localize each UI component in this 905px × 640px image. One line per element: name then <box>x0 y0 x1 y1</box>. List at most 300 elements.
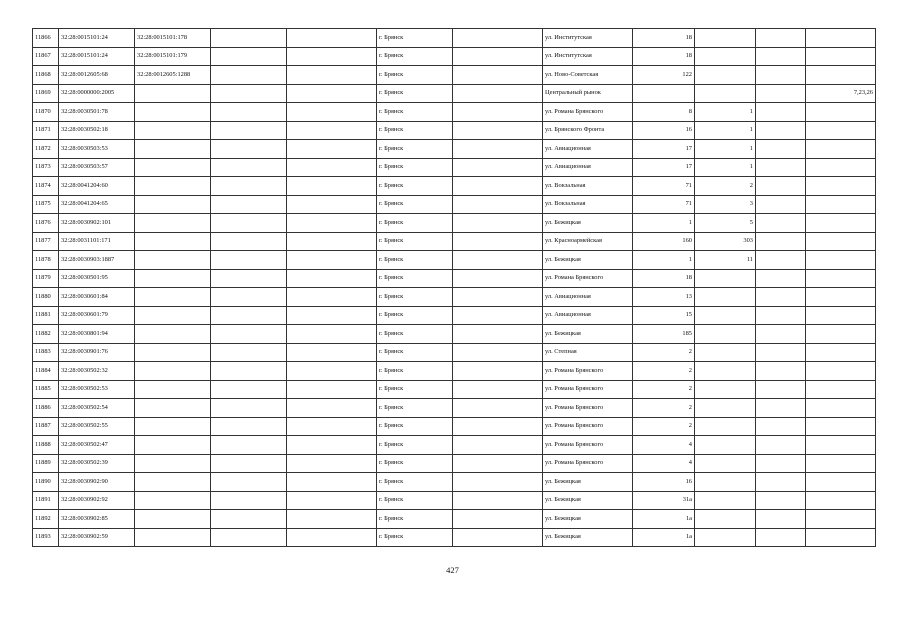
blank-cell <box>211 251 287 270</box>
cadastral-number: 32:28:0030502:55 <box>59 417 135 436</box>
extra-cell <box>806 528 876 547</box>
house-number: 4 <box>633 454 695 473</box>
blank-cell <box>287 269 377 288</box>
table-row <box>33 140 876 159</box>
apartment-number <box>695 47 756 66</box>
city-cell: г. Брянск <box>377 417 453 436</box>
row-number: 11877 <box>33 232 59 251</box>
blank-cell <box>453 436 543 455</box>
blank-cell <box>756 380 806 399</box>
cadastral-number-2: 32:28:0012605:1288 <box>135 66 211 85</box>
house-number: 2 <box>633 343 695 362</box>
city-cell: г. Брянск <box>377 306 453 325</box>
blank-cell <box>287 214 377 233</box>
blank-cell <box>453 232 543 251</box>
table-row <box>33 325 876 344</box>
cadastral-number: 32:28:0031101:171 <box>59 232 135 251</box>
blank-cell <box>756 454 806 473</box>
street-cell: ул. Ново-Советская <box>543 66 633 85</box>
blank-cell <box>756 399 806 418</box>
house-number: 71 <box>633 177 695 196</box>
row-number: 11878 <box>33 251 59 270</box>
table-row <box>33 454 876 473</box>
city-cell: г. Брянск <box>377 84 453 103</box>
apartment-number: 11 <box>695 251 756 270</box>
table-row <box>33 195 876 214</box>
blank-cell <box>211 454 287 473</box>
cadastral-number: 32:28:0030502:18 <box>59 121 135 140</box>
city-cell: г. Брянск <box>377 454 453 473</box>
blank-cell <box>453 84 543 103</box>
house-number <box>633 84 695 103</box>
blank-cell <box>453 473 543 492</box>
cadastral-number-2 <box>135 251 211 270</box>
register-table <box>32 28 876 547</box>
blank-cell <box>287 251 377 270</box>
street-cell: ул. Романа Брянского <box>543 436 633 455</box>
blank-cell <box>453 177 543 196</box>
cadastral-number: 32:28:0030503:57 <box>59 158 135 177</box>
blank-cell <box>756 269 806 288</box>
apartment-number <box>695 362 756 381</box>
street-cell: ул. Красноармейская <box>543 232 633 251</box>
cadastral-number-2 <box>135 325 211 344</box>
street-cell: ул. Романа Брянского <box>543 454 633 473</box>
cadastral-number-2 <box>135 103 211 122</box>
blank-cell <box>453 510 543 529</box>
row-number: 11876 <box>33 214 59 233</box>
table-row <box>33 380 876 399</box>
blank-cell <box>211 343 287 362</box>
blank-cell <box>756 177 806 196</box>
blank-cell <box>211 528 287 547</box>
extra-cell <box>806 362 876 381</box>
cadastral-number: 32:28:0030902:92 <box>59 491 135 510</box>
house-number: 17 <box>633 140 695 159</box>
row-number: 11885 <box>33 380 59 399</box>
row-number: 11888 <box>33 436 59 455</box>
city-cell: г. Брянск <box>377 399 453 418</box>
blank-cell <box>287 47 377 66</box>
cadastral-number-2 <box>135 84 211 103</box>
blank-cell <box>211 158 287 177</box>
apartment-number: 1 <box>695 140 756 159</box>
cadastral-number-2 <box>135 399 211 418</box>
house-number: 17 <box>633 158 695 177</box>
blank-cell <box>287 436 377 455</box>
street-cell: ул. Бежицкая <box>543 510 633 529</box>
cadastral-number: 32:28:0030501:78 <box>59 103 135 122</box>
extra-cell <box>806 473 876 492</box>
extra-cell <box>806 121 876 140</box>
house-number: 2 <box>633 362 695 381</box>
house-number: 13 <box>633 288 695 307</box>
blank-cell <box>453 288 543 307</box>
blank-cell <box>287 399 377 418</box>
blank-cell <box>287 473 377 492</box>
cadastral-number: 32:28:0000000:2005 <box>59 84 135 103</box>
blank-cell <box>287 491 377 510</box>
table-row <box>33 84 876 103</box>
blank-cell <box>211 436 287 455</box>
table-row <box>33 103 876 122</box>
house-number: 160 <box>633 232 695 251</box>
blank-cell <box>453 306 543 325</box>
cadastral-number-2 <box>135 232 211 251</box>
cadastral-number: 32:28:0030902:59 <box>59 528 135 547</box>
blank-cell <box>211 29 287 48</box>
cadastral-number: 32:28:0030503:53 <box>59 140 135 159</box>
blank-cell <box>211 269 287 288</box>
row-number: 11891 <box>33 491 59 510</box>
cadastral-number-2 <box>135 214 211 233</box>
apartment-number <box>695 528 756 547</box>
apartment-number <box>695 417 756 436</box>
street-cell: ул. Бежицкая <box>543 491 633 510</box>
blank-cell <box>211 195 287 214</box>
row-number: 11893 <box>33 528 59 547</box>
cadastral-number: 32:28:0041204:65 <box>59 195 135 214</box>
street-cell: ул. Бежицкая <box>543 528 633 547</box>
blank-cell <box>453 103 543 122</box>
cadastral-number-2 <box>135 454 211 473</box>
apartment-number: 1 <box>695 158 756 177</box>
table-row <box>33 306 876 325</box>
table-row <box>33 436 876 455</box>
street-cell: ул. Авиационная <box>543 140 633 159</box>
cadastral-number: 32:28:0030903:1887 <box>59 251 135 270</box>
table-row <box>33 214 876 233</box>
blank-cell <box>287 306 377 325</box>
row-number: 11887 <box>33 417 59 436</box>
street-cell: ул. Вокзальная <box>543 177 633 196</box>
blank-cell <box>211 362 287 381</box>
blank-cell <box>756 158 806 177</box>
cadastral-number: 32:28:0030801:94 <box>59 325 135 344</box>
blank-cell <box>756 140 806 159</box>
blank-cell <box>211 473 287 492</box>
blank-cell <box>756 510 806 529</box>
row-number: 11869 <box>33 84 59 103</box>
apartment-number <box>695 84 756 103</box>
blank-cell <box>453 343 543 362</box>
blank-cell <box>453 158 543 177</box>
table-row <box>33 510 876 529</box>
table-row <box>33 417 876 436</box>
table-row <box>33 491 876 510</box>
blank-cell <box>287 66 377 85</box>
blank-cell <box>453 195 543 214</box>
city-cell: г. Брянск <box>377 473 453 492</box>
city-cell: г. Брянск <box>377 510 453 529</box>
blank-cell <box>287 29 377 48</box>
table-row <box>33 47 876 66</box>
row-number: 11883 <box>33 343 59 362</box>
city-cell: г. Брянск <box>377 214 453 233</box>
street-cell: ул. Бежицкая <box>543 214 633 233</box>
city-cell: г. Брянск <box>377 47 453 66</box>
table-row <box>33 177 876 196</box>
cadastral-number: 32:28:0015101:24 <box>59 29 135 48</box>
apartment-number: 5 <box>695 214 756 233</box>
apartment-number: 2 <box>695 177 756 196</box>
blank-cell <box>453 214 543 233</box>
blank-cell <box>211 140 287 159</box>
street-cell: ул. Бежицкая <box>543 251 633 270</box>
cadastral-number: 32:28:0030502:39 <box>59 454 135 473</box>
table-row <box>33 343 876 362</box>
blank-cell <box>287 140 377 159</box>
blank-cell <box>756 325 806 344</box>
house-number: 2 <box>633 399 695 418</box>
cadastral-number: 32:28:0030502:32 <box>59 362 135 381</box>
row-number: 11868 <box>33 66 59 85</box>
cadastral-number: 32:28:0030601:79 <box>59 306 135 325</box>
city-cell: г. Брянск <box>377 380 453 399</box>
blank-cell <box>287 362 377 381</box>
cadastral-number-2 <box>135 269 211 288</box>
extra-cell <box>806 47 876 66</box>
house-number: 71 <box>633 195 695 214</box>
city-cell: г. Брянск <box>377 343 453 362</box>
cadastral-number-2 <box>135 417 211 436</box>
house-number: 8 <box>633 103 695 122</box>
street-cell: ул. Авиационная <box>543 288 633 307</box>
cadastral-number-2 <box>135 436 211 455</box>
city-cell: г. Брянск <box>377 251 453 270</box>
house-number: 15 <box>633 306 695 325</box>
cadastral-number-2 <box>135 473 211 492</box>
blank-cell <box>453 140 543 159</box>
table-row <box>33 362 876 381</box>
extra-cell <box>806 417 876 436</box>
blank-cell <box>756 343 806 362</box>
blank-cell <box>287 417 377 436</box>
blank-cell <box>287 103 377 122</box>
row-number: 11871 <box>33 121 59 140</box>
extra-cell: 7,23,26 <box>806 84 876 103</box>
city-cell: г. Брянск <box>377 29 453 48</box>
blank-cell <box>211 84 287 103</box>
page-number: 427 <box>446 565 459 575</box>
cadastral-number-2 <box>135 528 211 547</box>
city-cell: г. Брянск <box>377 158 453 177</box>
street-cell: ул. Авиационная <box>543 158 633 177</box>
house-number: 16 <box>633 121 695 140</box>
cadastral-number: 32:28:0030901:76 <box>59 343 135 362</box>
extra-cell <box>806 195 876 214</box>
blank-cell <box>287 454 377 473</box>
house-number: 2 <box>633 417 695 436</box>
table-row <box>33 473 876 492</box>
cadastral-number-2 <box>135 491 211 510</box>
cadastral-number: 32:28:0030502:54 <box>59 399 135 418</box>
extra-cell <box>806 491 876 510</box>
table-row <box>33 269 876 288</box>
apartment-number <box>695 306 756 325</box>
street-cell: ул. Бежицкая <box>543 325 633 344</box>
city-cell: г. Брянск <box>377 140 453 159</box>
city-cell: г. Брянск <box>377 325 453 344</box>
row-number: 11873 <box>33 158 59 177</box>
cadastral-number: 32:28:0030902:101 <box>59 214 135 233</box>
blank-cell <box>287 232 377 251</box>
street-cell: ул. Романа Брянского <box>543 417 633 436</box>
apartment-number <box>695 269 756 288</box>
blank-cell <box>211 417 287 436</box>
street-cell: ул. Авиационная <box>543 306 633 325</box>
city-cell: г. Брянск <box>377 121 453 140</box>
blank-cell <box>756 436 806 455</box>
cadastral-number-2 <box>135 195 211 214</box>
blank-cell <box>756 103 806 122</box>
cadastral-number-2 <box>135 177 211 196</box>
blank-cell <box>287 288 377 307</box>
city-cell: г. Брянск <box>377 232 453 251</box>
house-number: 18 <box>633 269 695 288</box>
blank-cell <box>211 325 287 344</box>
blank-cell <box>211 177 287 196</box>
blank-cell <box>453 454 543 473</box>
house-number: 16 <box>633 473 695 492</box>
blank-cell <box>756 417 806 436</box>
row-number: 11875 <box>33 195 59 214</box>
blank-cell <box>287 158 377 177</box>
blank-cell <box>287 121 377 140</box>
row-number: 11867 <box>33 47 59 66</box>
cadastral-number-2 <box>135 380 211 399</box>
blank-cell <box>453 325 543 344</box>
blank-cell <box>453 362 543 381</box>
blank-cell <box>287 510 377 529</box>
extra-cell <box>806 177 876 196</box>
row-number: 11866 <box>33 29 59 48</box>
cadastral-number: 32:28:0041204:60 <box>59 177 135 196</box>
extra-cell <box>806 510 876 529</box>
house-number: 1 <box>633 214 695 233</box>
cadastral-number-2 <box>135 362 211 381</box>
cadastral-number: 32:28:0015101:24 <box>59 47 135 66</box>
city-cell: г. Брянск <box>377 491 453 510</box>
extra-cell <box>806 158 876 177</box>
table-row <box>33 121 876 140</box>
street-cell: ул. Брянского Фронта <box>543 121 633 140</box>
extra-cell <box>806 103 876 122</box>
house-number: 185 <box>633 325 695 344</box>
blank-cell <box>756 47 806 66</box>
city-cell: г. Брянск <box>377 288 453 307</box>
cadastral-number-2 <box>135 140 211 159</box>
cadastral-number: 32:28:0030902:90 <box>59 473 135 492</box>
street-cell: ул. Бежицкая <box>543 473 633 492</box>
cadastral-number-2: 32:28:0015101:178 <box>135 29 211 48</box>
blank-cell <box>756 306 806 325</box>
city-cell: г. Брянск <box>377 362 453 381</box>
blank-cell <box>453 528 543 547</box>
cadastral-number: 32:28:0030502:47 <box>59 436 135 455</box>
cadastral-number-2 <box>135 306 211 325</box>
blank-cell <box>756 288 806 307</box>
house-number: 18 <box>633 29 695 48</box>
street-cell: ул. Романа Брянского <box>543 380 633 399</box>
blank-cell <box>756 84 806 103</box>
blank-cell <box>756 251 806 270</box>
house-number: 18 <box>633 47 695 66</box>
apartment-number <box>695 66 756 85</box>
street-cell: ул. Романа Брянского <box>543 362 633 381</box>
blank-cell <box>756 29 806 48</box>
blank-cell <box>287 343 377 362</box>
apartment-number: 303 <box>695 232 756 251</box>
blank-cell <box>756 214 806 233</box>
blank-cell <box>211 121 287 140</box>
row-number: 11870 <box>33 103 59 122</box>
street-cell: ул. Романа Брянского <box>543 399 633 418</box>
row-number: 11892 <box>33 510 59 529</box>
apartment-number: 1 <box>695 103 756 122</box>
table-row <box>33 66 876 85</box>
blank-cell <box>211 103 287 122</box>
street-cell: ул. Романа Брянского <box>543 269 633 288</box>
blank-cell <box>287 380 377 399</box>
apartment-number <box>695 399 756 418</box>
extra-cell <box>806 140 876 159</box>
table-row <box>33 232 876 251</box>
street-cell: ул. Институтская <box>543 47 633 66</box>
cadastral-number-2 <box>135 158 211 177</box>
street-cell: Центральный рынок <box>543 84 633 103</box>
cadastral-number-2 <box>135 288 211 307</box>
extra-cell <box>806 251 876 270</box>
blank-cell <box>287 84 377 103</box>
house-number: 2 <box>633 380 695 399</box>
blank-cell <box>756 473 806 492</box>
apartment-number: 3 <box>695 195 756 214</box>
street-cell: ул. Вокзальная <box>543 195 633 214</box>
house-number: 31а <box>633 491 695 510</box>
blank-cell <box>756 195 806 214</box>
street-cell: ул. Романа Брянского <box>543 103 633 122</box>
blank-cell <box>453 47 543 66</box>
row-number: 11881 <box>33 306 59 325</box>
city-cell: г. Брянск <box>377 177 453 196</box>
blank-cell <box>453 380 543 399</box>
city-cell: г. Брянск <box>377 195 453 214</box>
blank-cell <box>211 306 287 325</box>
house-number: 1а <box>633 510 695 529</box>
street-cell: ул. Институтская <box>543 29 633 48</box>
apartment-number <box>695 288 756 307</box>
blank-cell <box>453 399 543 418</box>
extra-cell <box>806 214 876 233</box>
cadastral-number: 32:28:0030501:95 <box>59 269 135 288</box>
blank-cell <box>211 380 287 399</box>
apartment-number <box>695 380 756 399</box>
table-row <box>33 251 876 270</box>
blank-cell <box>287 177 377 196</box>
blank-cell <box>453 29 543 48</box>
row-number: 11880 <box>33 288 59 307</box>
blank-cell <box>287 195 377 214</box>
blank-cell <box>287 528 377 547</box>
table-row <box>33 29 876 48</box>
blank-cell <box>287 325 377 344</box>
extra-cell <box>806 29 876 48</box>
blank-cell <box>211 399 287 418</box>
table-row <box>33 288 876 307</box>
cadastral-number: 32:28:0030502:53 <box>59 380 135 399</box>
extra-cell <box>806 269 876 288</box>
